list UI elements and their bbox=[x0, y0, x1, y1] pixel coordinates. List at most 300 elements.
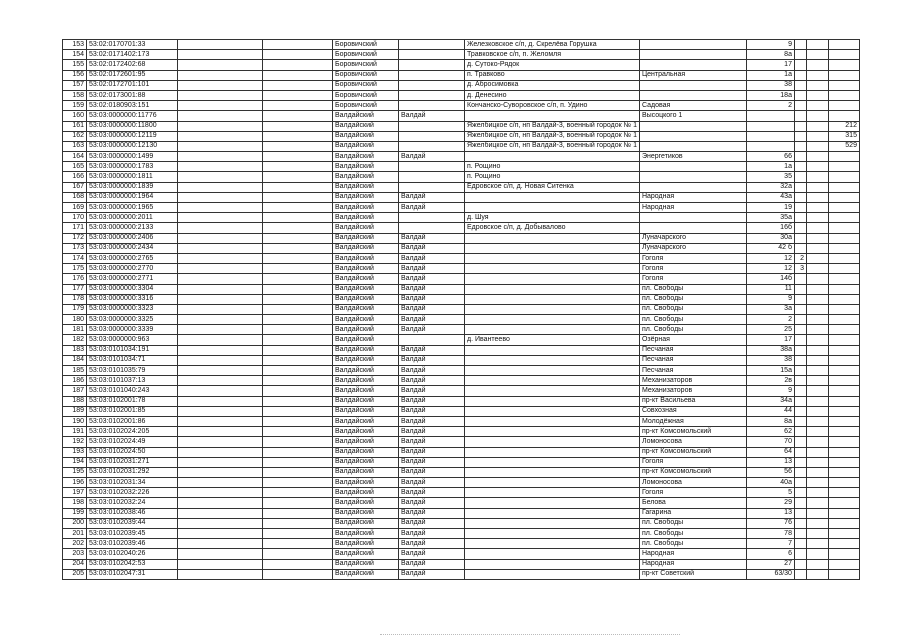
apartment-cell bbox=[828, 294, 859, 304]
town-cell bbox=[399, 131, 465, 141]
empty-cell bbox=[178, 50, 263, 60]
empty-cell bbox=[178, 386, 263, 396]
apartment-cell bbox=[828, 376, 859, 386]
empty-cell bbox=[178, 223, 263, 233]
empty-cell bbox=[263, 467, 333, 477]
district-cell: Валдайский bbox=[333, 233, 399, 243]
town-cell: Валдай bbox=[399, 152, 465, 162]
apartment-cell bbox=[828, 467, 859, 477]
cadastral-number: 53:03:0000000:2434 bbox=[87, 243, 178, 253]
empty-cell bbox=[263, 437, 333, 447]
town-cell bbox=[399, 90, 465, 100]
building-cell bbox=[794, 294, 806, 304]
town-cell: Валдай bbox=[399, 559, 465, 569]
district-cell: Валдайский bbox=[333, 467, 399, 477]
street-cell: Луначарского bbox=[639, 243, 746, 253]
building-cell bbox=[794, 223, 806, 233]
empty-cell bbox=[263, 345, 333, 355]
empty-cell bbox=[178, 406, 263, 416]
table-row bbox=[63, 203, 860, 213]
house-cell: 15а bbox=[746, 366, 794, 376]
district-cell: Валдайский bbox=[333, 488, 399, 498]
settlement-cell bbox=[465, 416, 640, 426]
building-cell bbox=[794, 406, 806, 416]
street-cell: Гоголя bbox=[639, 488, 746, 498]
empty-cell bbox=[806, 539, 828, 549]
district-cell: Боровичский bbox=[333, 70, 399, 80]
row-number: 167 bbox=[63, 182, 87, 192]
table-row bbox=[63, 223, 860, 233]
cadastral-number: 53:03:0102042:53 bbox=[87, 559, 178, 569]
empty-cell bbox=[178, 152, 263, 162]
district-cell: Валдайский bbox=[333, 345, 399, 355]
table-row bbox=[63, 488, 860, 498]
row-number: 186 bbox=[63, 376, 87, 386]
empty-cell bbox=[178, 437, 263, 447]
settlement-cell: Яжелбицкое с/п, нп Валдай-3, военный городок № 1 bbox=[465, 131, 640, 141]
house-cell: 12 bbox=[746, 264, 794, 274]
empty-cell bbox=[263, 335, 333, 345]
district-cell: Боровичский bbox=[333, 60, 399, 70]
building-cell bbox=[794, 213, 806, 223]
empty-cell bbox=[263, 111, 333, 121]
empty-cell bbox=[263, 559, 333, 569]
building-cell bbox=[794, 274, 806, 284]
building-cell bbox=[794, 121, 806, 131]
cadastral-number: 53:03:0101035:79 bbox=[87, 366, 178, 376]
house-cell: 66 bbox=[746, 152, 794, 162]
district-cell: Валдайский bbox=[333, 111, 399, 121]
house-cell: 13 bbox=[746, 457, 794, 467]
cadastral-number: 53:03:0102039:46 bbox=[87, 539, 178, 549]
empty-cell bbox=[806, 457, 828, 467]
street-cell: пл. Свободы bbox=[639, 325, 746, 335]
empty-cell bbox=[178, 427, 263, 437]
settlement-cell: п. Рощино bbox=[465, 172, 640, 182]
district-cell: Валдайский bbox=[333, 529, 399, 539]
building-cell bbox=[794, 366, 806, 376]
settlement-cell bbox=[465, 253, 640, 263]
row-number: 205 bbox=[63, 569, 87, 579]
cadastral-number: 53:03:0101037:13 bbox=[87, 376, 178, 386]
building-cell bbox=[794, 508, 806, 518]
apartment-cell bbox=[828, 457, 859, 467]
house-cell: 9 bbox=[746, 294, 794, 304]
cadastral-number: 53:03:0000000:11800 bbox=[87, 121, 178, 131]
house-cell: 35а bbox=[746, 213, 794, 223]
apartment-cell bbox=[828, 386, 859, 396]
cadastral-number: 53:03:0101040:243 bbox=[87, 386, 178, 396]
house-cell: 38а bbox=[746, 345, 794, 355]
apartment-cell bbox=[828, 427, 859, 437]
settlement-cell bbox=[465, 508, 640, 518]
street-cell: пл. Свободы bbox=[639, 284, 746, 294]
house-cell: 34а bbox=[746, 396, 794, 406]
cadastral-number: 53:03:0000000:3323 bbox=[87, 304, 178, 314]
town-cell bbox=[399, 121, 465, 131]
building-cell bbox=[794, 345, 806, 355]
cadastral-number: 53:03:0000000:2133 bbox=[87, 223, 178, 233]
house-cell: 38 bbox=[746, 80, 794, 90]
street-cell: пр-кт Комсомольский bbox=[639, 427, 746, 437]
apartment-cell bbox=[828, 478, 859, 488]
empty-cell bbox=[178, 457, 263, 467]
empty-cell bbox=[178, 508, 263, 518]
apartment-cell bbox=[828, 488, 859, 498]
cadastral-number: 53:03:0000000:2011 bbox=[87, 213, 178, 223]
empty-cell bbox=[263, 182, 333, 192]
empty-cell bbox=[806, 294, 828, 304]
town-cell: Валдай bbox=[399, 366, 465, 376]
house-cell: 9 bbox=[746, 40, 794, 50]
town-cell bbox=[399, 162, 465, 172]
table-row bbox=[63, 457, 860, 467]
empty-cell bbox=[263, 396, 333, 406]
district-cell: Валдайский bbox=[333, 172, 399, 182]
district-cell: Валдайский bbox=[333, 457, 399, 467]
empty-cell bbox=[263, 498, 333, 508]
row-number: 161 bbox=[63, 121, 87, 131]
empty-cell bbox=[263, 141, 333, 151]
district-cell: Валдайский bbox=[333, 213, 399, 223]
settlement-cell bbox=[465, 386, 640, 396]
house-cell: 9 bbox=[746, 386, 794, 396]
empty-cell bbox=[178, 498, 263, 508]
street-cell: Энергетиков bbox=[639, 152, 746, 162]
building-cell bbox=[794, 80, 806, 90]
apartment-cell bbox=[828, 549, 859, 559]
table-row bbox=[63, 233, 860, 243]
empty-cell bbox=[806, 284, 828, 294]
empty-cell bbox=[178, 355, 263, 365]
settlement-cell bbox=[465, 559, 640, 569]
town-cell: Валдай bbox=[399, 345, 465, 355]
apartment-cell: 315 bbox=[828, 131, 859, 141]
settlement-cell bbox=[465, 406, 640, 416]
town-cell: Валдай bbox=[399, 457, 465, 467]
empty-cell bbox=[806, 569, 828, 579]
building-cell bbox=[794, 416, 806, 426]
empty-cell bbox=[178, 529, 263, 539]
house-cell bbox=[746, 121, 794, 131]
settlement-cell bbox=[465, 304, 640, 314]
district-cell: Боровичский bbox=[333, 90, 399, 100]
apartment-cell bbox=[828, 213, 859, 223]
table-row bbox=[63, 406, 860, 416]
empty-cell bbox=[178, 376, 263, 386]
empty-cell bbox=[806, 396, 828, 406]
building-cell bbox=[794, 131, 806, 141]
settlement-cell bbox=[465, 427, 640, 437]
building-cell bbox=[794, 518, 806, 528]
row-number: 164 bbox=[63, 152, 87, 162]
settlement-cell bbox=[465, 233, 640, 243]
street-cell: Белова bbox=[639, 498, 746, 508]
settlement-cell: Едровское с/п, д. Добывалово bbox=[465, 223, 640, 233]
table-row bbox=[63, 141, 860, 151]
settlement-cell bbox=[465, 376, 640, 386]
street-cell: Садовая bbox=[639, 101, 746, 111]
house-cell: 1а bbox=[746, 70, 794, 80]
settlement-cell: п. Травково bbox=[465, 70, 640, 80]
street-cell bbox=[639, 40, 746, 50]
table-row bbox=[63, 467, 860, 477]
street-cell: Гоголя bbox=[639, 253, 746, 263]
empty-cell bbox=[263, 518, 333, 528]
settlement-cell bbox=[465, 264, 640, 274]
table-row bbox=[63, 529, 860, 539]
building-cell bbox=[794, 569, 806, 579]
district-cell: Валдайский bbox=[333, 223, 399, 233]
house-cell: 13 bbox=[746, 508, 794, 518]
cadastral-number: 53:03:0000000:1783 bbox=[87, 162, 178, 172]
row-number: 191 bbox=[63, 427, 87, 437]
empty-cell bbox=[806, 315, 828, 325]
town-cell: Валдай bbox=[399, 192, 465, 202]
empty-cell bbox=[263, 478, 333, 488]
empty-cell bbox=[178, 416, 263, 426]
street-cell: Гоголя bbox=[639, 274, 746, 284]
street-cell bbox=[639, 182, 746, 192]
apartment-cell bbox=[828, 111, 859, 121]
building-cell bbox=[794, 243, 806, 253]
house-cell: 5 bbox=[746, 488, 794, 498]
table-row bbox=[63, 549, 860, 559]
settlement-cell: Железковское с/п, д. Скрелёва Горушка bbox=[465, 40, 640, 50]
empty-cell bbox=[263, 447, 333, 457]
town-cell: Валдай bbox=[399, 304, 465, 314]
town-cell: Валдай bbox=[399, 284, 465, 294]
house-cell: 11 bbox=[746, 284, 794, 294]
house-cell: 12 bbox=[746, 253, 794, 263]
row-number: 199 bbox=[63, 508, 87, 518]
building-cell bbox=[794, 284, 806, 294]
row-number: 193 bbox=[63, 447, 87, 457]
empty-cell bbox=[178, 335, 263, 345]
row-number: 154 bbox=[63, 50, 87, 60]
building-cell bbox=[794, 101, 806, 111]
street-cell bbox=[639, 213, 746, 223]
settlement-cell: д. Шуя bbox=[465, 213, 640, 223]
building-cell bbox=[794, 457, 806, 467]
house-cell: 32а bbox=[746, 182, 794, 192]
row-number: 203 bbox=[63, 549, 87, 559]
district-cell: Валдайский bbox=[333, 376, 399, 386]
table-row bbox=[63, 111, 860, 121]
empty-cell bbox=[178, 345, 263, 355]
table-row bbox=[63, 264, 860, 274]
town-cell bbox=[399, 101, 465, 111]
house-cell: 27 bbox=[746, 559, 794, 569]
empty-cell bbox=[263, 539, 333, 549]
building-cell: 3 bbox=[794, 264, 806, 274]
empty-cell bbox=[263, 406, 333, 416]
empty-cell bbox=[178, 284, 263, 294]
street-cell: Песчаная bbox=[639, 345, 746, 355]
empty-cell bbox=[806, 549, 828, 559]
settlement-cell: Едровское с/п, д. Новая Ситенка bbox=[465, 182, 640, 192]
empty-cell bbox=[178, 141, 263, 151]
building-cell bbox=[794, 111, 806, 121]
apartment-cell bbox=[828, 80, 859, 90]
empty-cell bbox=[263, 549, 333, 559]
house-cell: 30а bbox=[746, 233, 794, 243]
town-cell: Валдай bbox=[399, 253, 465, 263]
street-cell: пр-кт Советский bbox=[639, 569, 746, 579]
town-cell: Валдай bbox=[399, 396, 465, 406]
settlement-cell bbox=[465, 478, 640, 488]
table-row bbox=[63, 416, 860, 426]
apartment-cell bbox=[828, 284, 859, 294]
table-row bbox=[63, 427, 860, 437]
cadastral-number: 53:03:0000000:2406 bbox=[87, 233, 178, 243]
empty-cell bbox=[263, 457, 333, 467]
empty-cell bbox=[178, 60, 263, 70]
empty-cell bbox=[806, 529, 828, 539]
settlement-cell bbox=[465, 366, 640, 376]
table-row bbox=[63, 396, 860, 406]
apartment-cell bbox=[828, 152, 859, 162]
empty-cell bbox=[178, 447, 263, 457]
town-cell bbox=[399, 213, 465, 223]
empty-cell bbox=[806, 416, 828, 426]
settlement-cell bbox=[465, 284, 640, 294]
cadastral-number: 53:03:0000000:2765 bbox=[87, 253, 178, 263]
empty-cell bbox=[263, 101, 333, 111]
empty-cell bbox=[806, 253, 828, 263]
table-row bbox=[63, 284, 860, 294]
cadastral-number: 53:02:0171402:173 bbox=[87, 50, 178, 60]
table-row bbox=[63, 101, 860, 111]
district-cell: Боровичский bbox=[333, 40, 399, 50]
table-row bbox=[63, 294, 860, 304]
house-cell: 44 bbox=[746, 406, 794, 416]
street-cell bbox=[639, 121, 746, 131]
cadastral-number: 53:03:0102001:78 bbox=[87, 396, 178, 406]
empty-cell bbox=[263, 80, 333, 90]
house-cell: 3а bbox=[746, 304, 794, 314]
town-cell: Валдай bbox=[399, 315, 465, 325]
table-row bbox=[63, 498, 860, 508]
street-cell: пл. Свободы bbox=[639, 304, 746, 314]
empty-cell bbox=[806, 447, 828, 457]
settlement-cell bbox=[465, 498, 640, 508]
house-cell: 17 bbox=[746, 335, 794, 345]
building-cell bbox=[794, 304, 806, 314]
building-cell bbox=[794, 335, 806, 345]
apartment-cell bbox=[828, 223, 859, 233]
empty-cell bbox=[806, 264, 828, 274]
row-number: 198 bbox=[63, 498, 87, 508]
empty-cell bbox=[263, 203, 333, 213]
settlement-cell bbox=[465, 152, 640, 162]
town-cell: Валдай bbox=[399, 569, 465, 579]
empty-cell bbox=[178, 294, 263, 304]
town-cell bbox=[399, 70, 465, 80]
district-cell: Валдайский bbox=[333, 569, 399, 579]
district-cell: Валдайский bbox=[333, 518, 399, 528]
empty-cell bbox=[178, 315, 263, 325]
settlement-cell bbox=[465, 529, 640, 539]
house-cell: 18а bbox=[746, 90, 794, 100]
settlement-cell bbox=[465, 488, 640, 498]
empty-cell bbox=[178, 40, 263, 50]
table-row bbox=[63, 40, 860, 50]
row-number: 173 bbox=[63, 243, 87, 253]
empty-cell bbox=[178, 304, 263, 314]
empty-cell bbox=[806, 141, 828, 151]
apartment-cell bbox=[828, 274, 859, 284]
empty-cell bbox=[806, 355, 828, 365]
settlement-cell bbox=[465, 437, 640, 447]
empty-cell bbox=[806, 274, 828, 284]
building-cell bbox=[794, 396, 806, 406]
house-cell: 19 bbox=[746, 203, 794, 213]
cadastral-number: 53:03:0000000:1499 bbox=[87, 152, 178, 162]
empty-cell bbox=[806, 508, 828, 518]
town-cell bbox=[399, 60, 465, 70]
building-cell bbox=[794, 70, 806, 80]
cadastral-number: 53:03:0102024:50 bbox=[87, 447, 178, 457]
cadastral-number: 53:03:0102047:31 bbox=[87, 569, 178, 579]
row-number: 190 bbox=[63, 416, 87, 426]
street-cell: Высоцкого 1 bbox=[639, 111, 746, 121]
building-cell bbox=[794, 488, 806, 498]
street-cell bbox=[639, 80, 746, 90]
district-cell: Валдайский bbox=[333, 203, 399, 213]
apartment-cell bbox=[828, 396, 859, 406]
settlement-cell: Кончанско-Суворовское с/п, п. Удино bbox=[465, 101, 640, 111]
row-number: 181 bbox=[63, 325, 87, 335]
house-cell bbox=[746, 111, 794, 121]
settlement-cell bbox=[465, 111, 640, 121]
apartment-cell bbox=[828, 253, 859, 263]
table-row bbox=[63, 325, 860, 335]
empty-cell bbox=[806, 40, 828, 50]
district-cell: Валдайский bbox=[333, 304, 399, 314]
district-cell: Валдайский bbox=[333, 366, 399, 376]
street-cell: Ломоносова bbox=[639, 437, 746, 447]
empty-cell bbox=[263, 131, 333, 141]
empty-cell bbox=[178, 366, 263, 376]
district-cell: Боровичский bbox=[333, 50, 399, 60]
street-cell bbox=[639, 131, 746, 141]
empty-cell bbox=[263, 284, 333, 294]
table-row bbox=[63, 253, 860, 263]
row-number: 201 bbox=[63, 529, 87, 539]
empty-cell bbox=[806, 406, 828, 416]
table-row bbox=[63, 243, 860, 253]
empty-cell bbox=[263, 60, 333, 70]
district-cell: Валдайский bbox=[333, 437, 399, 447]
cadastral-number: 53:03:0102031:292 bbox=[87, 467, 178, 477]
street-cell: Озёрная bbox=[639, 335, 746, 345]
building-cell bbox=[794, 447, 806, 457]
building-cell bbox=[794, 192, 806, 202]
empty-cell bbox=[806, 376, 828, 386]
district-cell: Боровичский bbox=[333, 80, 399, 90]
building-cell bbox=[794, 60, 806, 70]
table-row bbox=[63, 172, 860, 182]
town-cell: Валдай bbox=[399, 376, 465, 386]
document-sheet bbox=[62, 39, 860, 580]
empty-cell bbox=[806, 223, 828, 233]
empty-cell bbox=[263, 508, 333, 518]
apartment-cell bbox=[828, 233, 859, 243]
settlement-cell bbox=[465, 539, 640, 549]
settlement-cell: Яжелбицкое с/п, нп Валдай-3, военный городок № 1 bbox=[465, 141, 640, 151]
building-cell bbox=[794, 437, 806, 447]
